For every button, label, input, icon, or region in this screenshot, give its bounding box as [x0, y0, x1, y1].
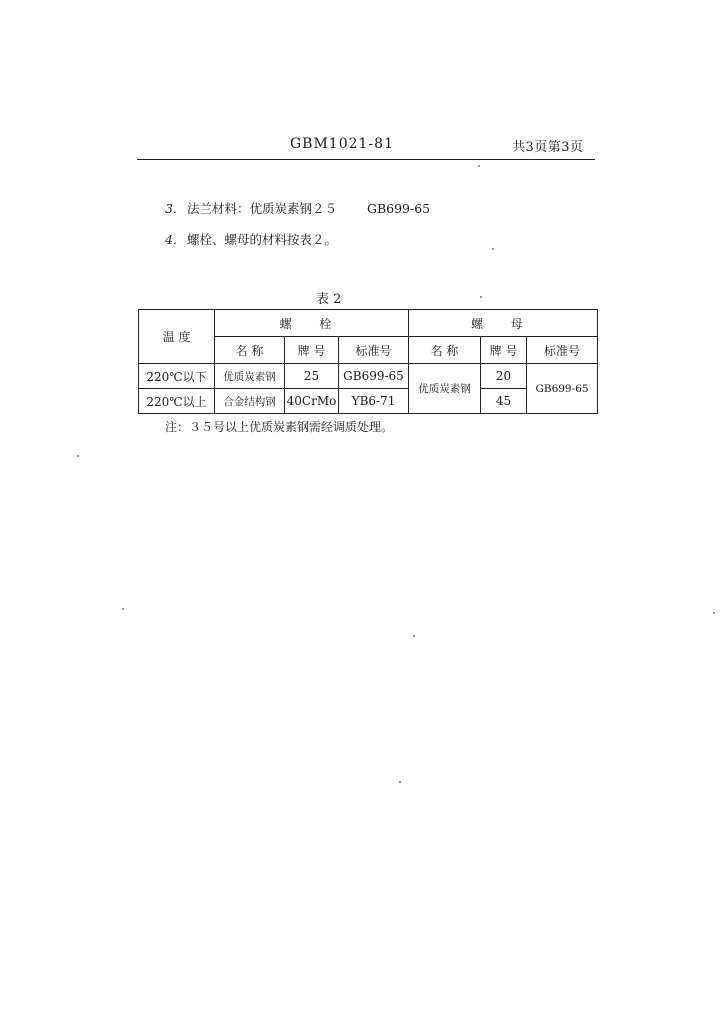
- nut-grade-header: 牌 号: [481, 337, 527, 364]
- scan-speck: [478, 165, 480, 167]
- clause-4-number: 4.: [165, 232, 177, 247]
- nut-standard-header: 标准号: [527, 337, 598, 364]
- bolt-grade-cell: 40CrMo: [285, 389, 339, 414]
- scan-speck: [480, 296, 482, 298]
- nut-name-header: 名 称: [409, 337, 481, 364]
- temp-header: 温 度: [139, 310, 215, 364]
- clause-3: [165, 199, 430, 217]
- materials-table: [138, 309, 598, 414]
- clause-3-text: 法兰材料：优质炭素钢２５: [186, 201, 337, 216]
- bolt-header: 螺 栓: [215, 310, 409, 337]
- bolt-grade-header: 牌 号: [285, 337, 339, 364]
- table-header-row: [139, 310, 598, 337]
- nut-grade-cell: 45: [481, 389, 527, 414]
- bolt-standard-header: 标准号: [339, 337, 409, 364]
- scan-speck: [492, 248, 494, 250]
- bolt-name-header: 名 称: [215, 337, 285, 364]
- bolt-standard-cell: YB6-71: [339, 389, 409, 414]
- bolt-name-cell: 优质炭素钢: [215, 364, 285, 389]
- clause-4: [165, 230, 337, 248]
- nut-name-cell: 优质炭素钢: [409, 364, 481, 414]
- bolt-grade-cell: 25: [285, 364, 339, 389]
- scan-speck: [122, 608, 124, 610]
- clause-3-standard: GB699-65: [366, 201, 431, 216]
- temp-cell: 220℃以下: [139, 364, 215, 389]
- page-indicator: 共3页第3页: [512, 140, 584, 155]
- bolt-name-cell: 合金结构钢: [215, 389, 285, 414]
- nut-header: 螺 母: [409, 310, 598, 337]
- clause-4-text: 螺栓、螺母的材料按表２。: [186, 232, 337, 247]
- header-rule: [137, 159, 595, 160]
- bolt-standard-cell: GB699-65: [339, 364, 409, 389]
- table-row: [139, 364, 598, 389]
- clause-3-number: 3.: [165, 201, 177, 216]
- scan-speck: [713, 612, 715, 614]
- table-caption: 表 2: [316, 292, 342, 307]
- nut-standard-cell: GB699-65: [527, 364, 598, 414]
- standard-code: GBM1021-81: [290, 136, 394, 152]
- footnote: 注：３５号以上优质炭素钢需经调质处理。: [165, 420, 394, 434]
- scan-speck: [413, 635, 415, 637]
- nut-grade-cell: 20: [481, 364, 527, 389]
- scan-speck: [399, 781, 401, 783]
- scan-speck: [77, 455, 79, 457]
- temp-cell: 220℃以上: [139, 389, 215, 414]
